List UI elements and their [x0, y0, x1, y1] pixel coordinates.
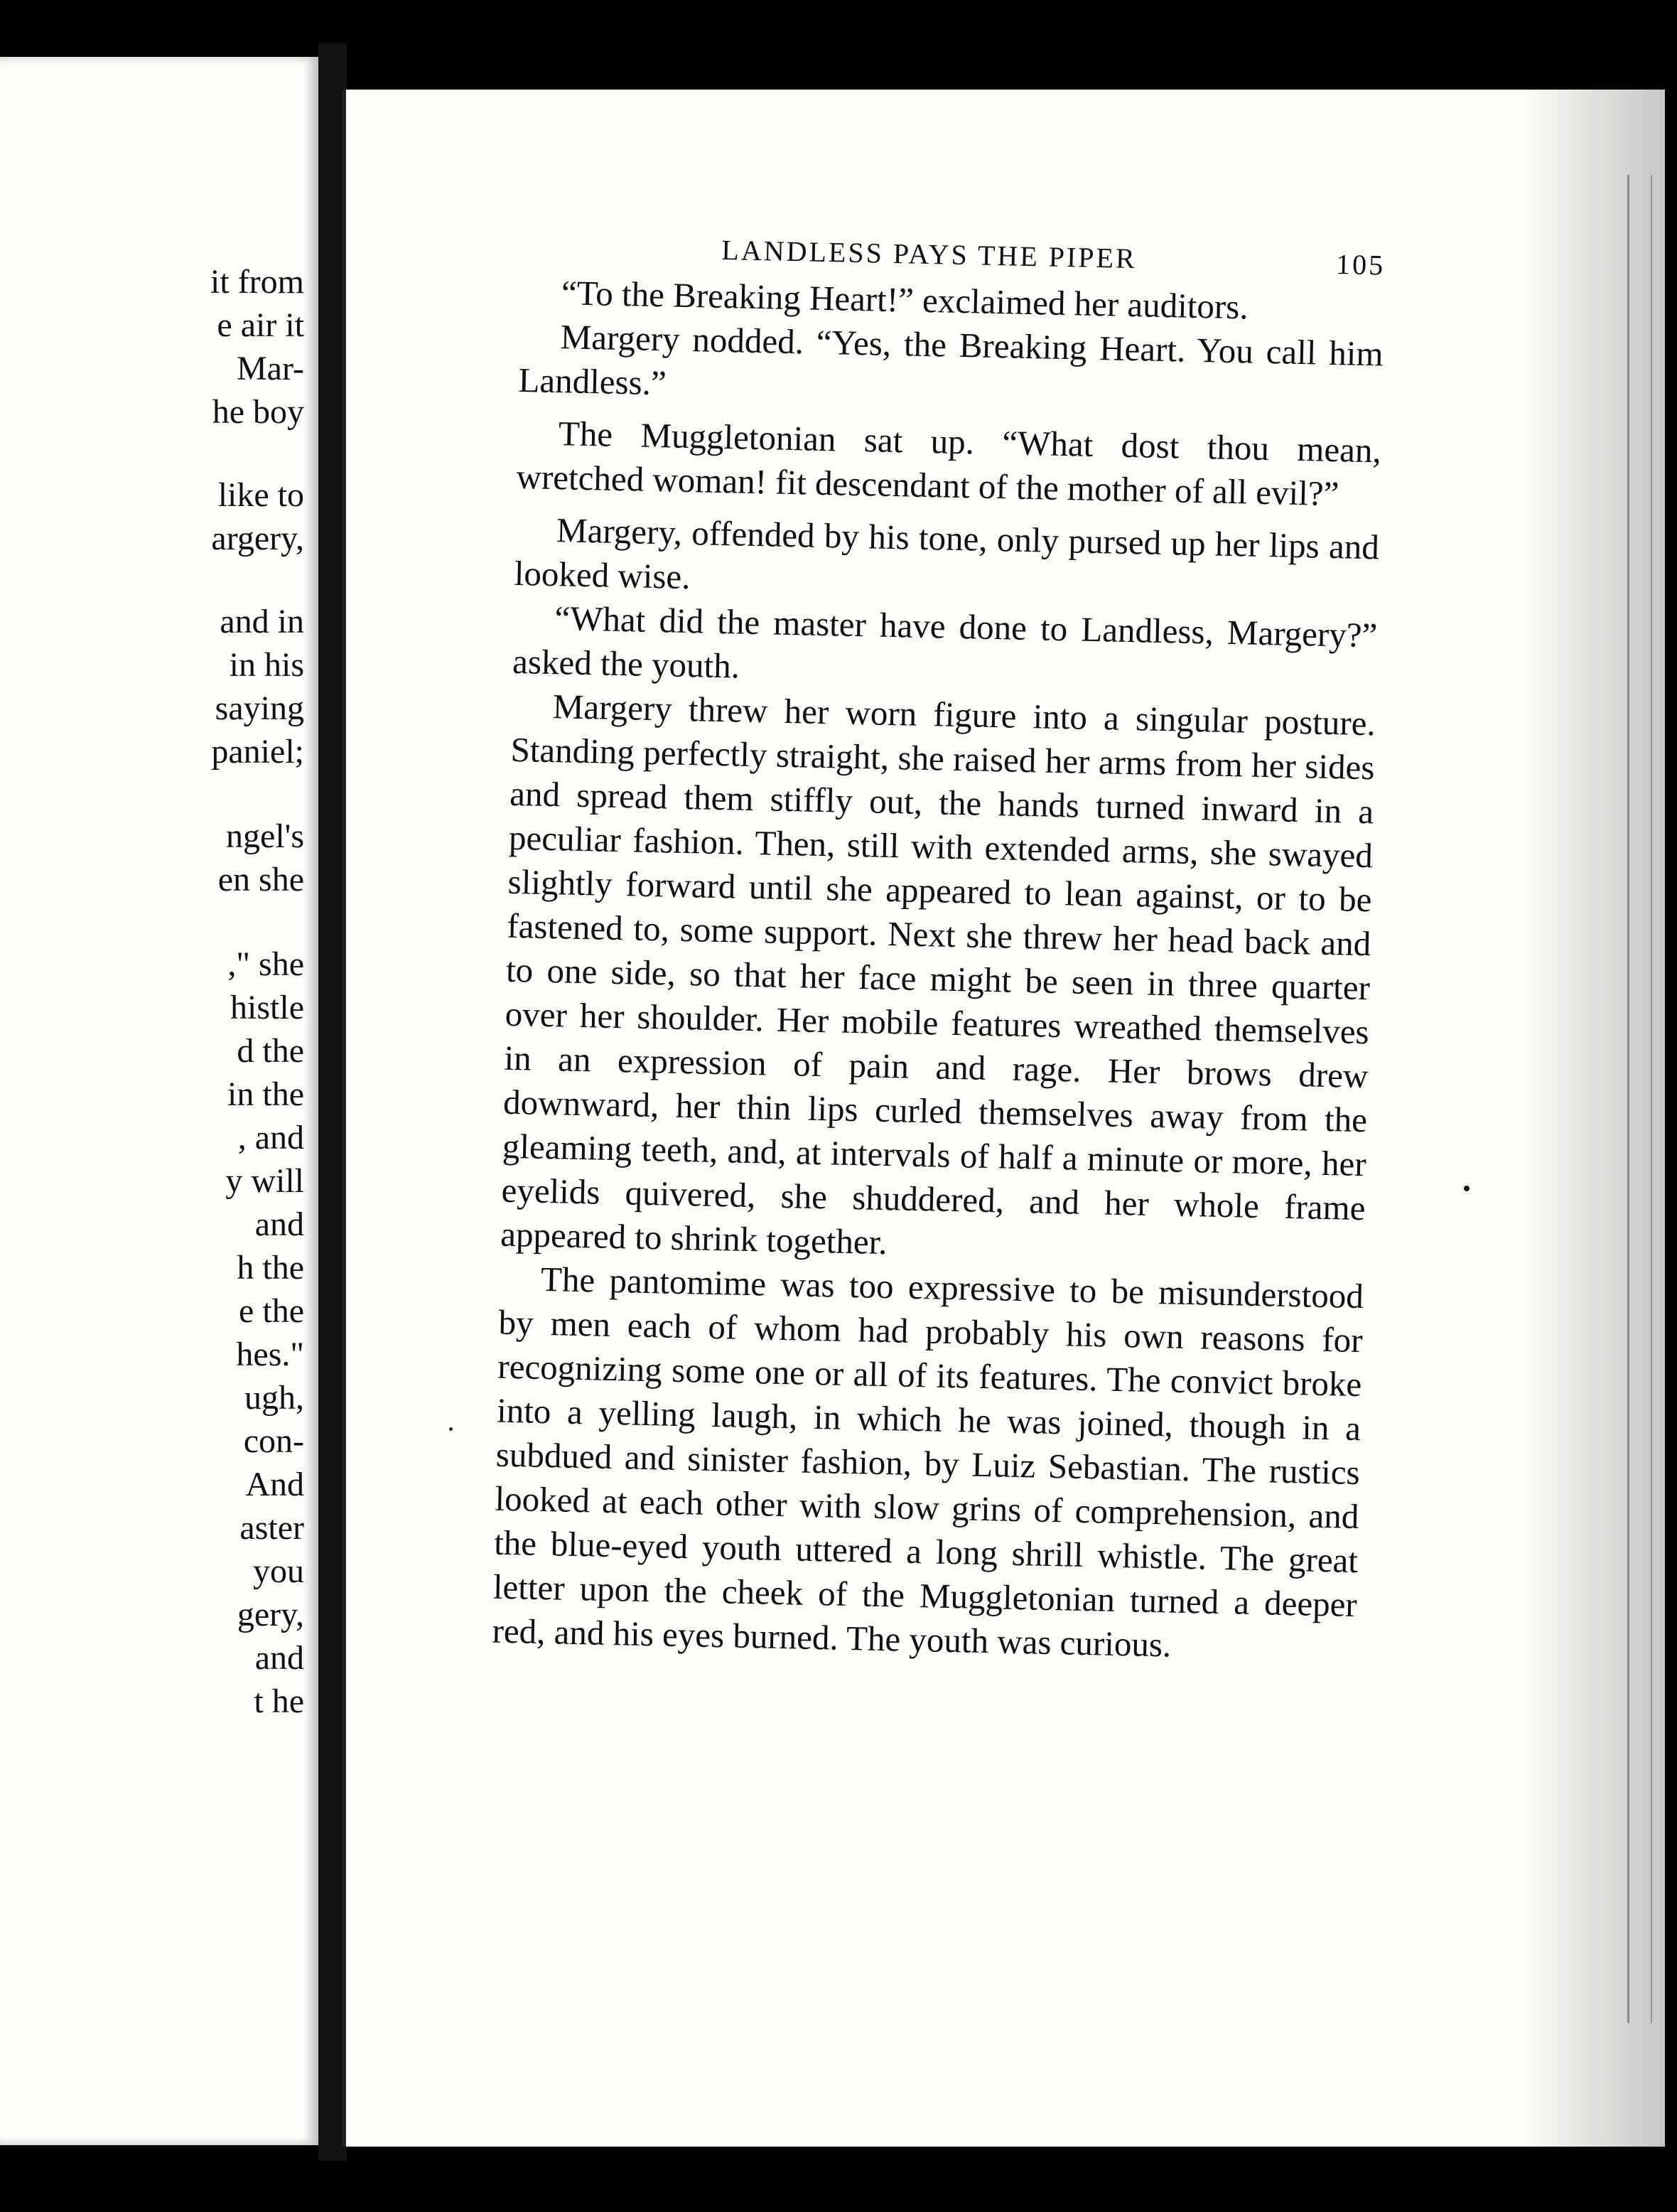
text-line: hes." — [236, 1336, 304, 1373]
left-page — [0, 57, 318, 2145]
text-line: in his — [229, 646, 304, 684]
text-line: histle — [230, 989, 304, 1026]
text-line: like to — [217, 476, 304, 514]
text-line: ngel's — [226, 817, 304, 855]
text-line: it from — [210, 263, 304, 301]
page-number: 105 — [1335, 248, 1386, 281]
text-line: y will — [225, 1162, 304, 1200]
text-line: h the — [237, 1249, 304, 1287]
text-line: e the — [239, 1292, 304, 1330]
text-line: he boy — [212, 393, 304, 431]
text-line: con- — [243, 1422, 304, 1460]
text-line: gery, — [237, 1596, 304, 1633]
paragraph: The Muggletonian sat up. “What dost thou mean, wretched woman! fit descendant of the mother of all evil?” — [516, 414, 1382, 514]
running-head-title: LANDLESS PAYS THE PIPER — [721, 233, 1138, 275]
page-text-block — [492, 229, 1386, 1671]
text-line: , and — [237, 1119, 304, 1156]
paragraph: The pantomime was too expressive to be misunderstood by men each of whom had probably his own reasons for recognizing some one or all of its features. The convict broke into a yelling laugh, in which he was joined, though in a subdued and sinister fashion, by Luiz Sebastian. The rustics looked at each other with slow grins of comprehension, and the blue-eyed youth uttered a long shrill whistle. The great letter upon the cheek of the Muggletonian turned a deeper red, and his eyes burned. The youth was curious. — [492, 1259, 1364, 1665]
page-edge — [1627, 175, 1652, 2023]
text-line: ugh, — [244, 1379, 304, 1417]
text-line: and — [254, 1639, 304, 1677]
text-line: aster — [239, 1509, 304, 1547]
text-line: e air it — [217, 306, 304, 344]
text-line: t he — [254, 1682, 304, 1720]
text-line: d the — [237, 1032, 304, 1070]
dust-speck — [1464, 1186, 1470, 1191]
text-line: And — [245, 1466, 304, 1503]
text-line: you — [253, 1552, 304, 1590]
paragraph: Margery nodded. “Yes, the Breaking Heart. You call him Landless.” — [517, 317, 1384, 403]
text-line: ," she — [227, 945, 304, 983]
text-line: en she — [217, 861, 304, 898]
paragraph: Margery threw her worn figure into a singular posture. Standing perfectly straight, she raised her arms from her sides and spread them stiffly out, the hands turned inward in a peculiar fashion. Then, still with extended arms, she swayed slightly forward until she appeared to lean against, or to be fastened to, some support. Next she threw her head back and to one side, so that her face might be seen in three quarter over her shoulder. Her mobile features wreathed themselves in an expression of pain and rage. Her brows drew downward, her thin lips curled themselves away from the gleaming teeth, and, at intervals of half a minute or more, her eyelids quivered, she shuddered, and her whole frame appeared to shrink together. — [500, 687, 1376, 1262]
text-line: and in — [220, 603, 304, 640]
text-line: argery, — [211, 520, 304, 557]
text-line: paniel; — [211, 733, 304, 771]
paragraph: Margery, offended by his tone, only pursed up her lips and looked wise. — [514, 510, 1380, 597]
text-line: in the — [227, 1075, 304, 1113]
text-line: Mar- — [237, 350, 304, 387]
paragraph: “To the Breaking Heart!” exclaimed her auditors. — [561, 273, 1249, 327]
text-line: and — [254, 1206, 304, 1243]
dust-speck — [449, 1427, 453, 1431]
paragraph: “What did the master have done to Landless, Margery?” asked the youth. — [512, 598, 1378, 686]
text-line: saying — [215, 689, 304, 727]
